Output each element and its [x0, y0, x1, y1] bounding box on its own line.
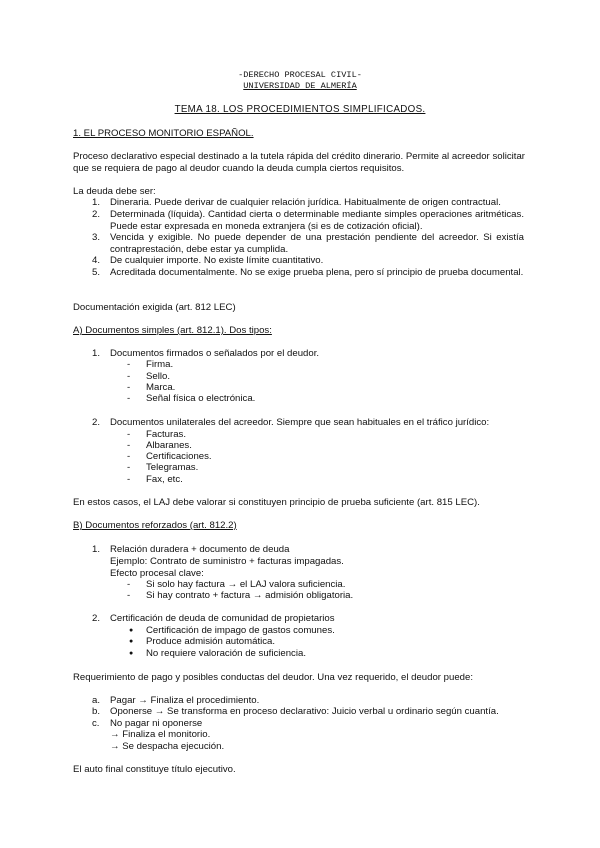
sub-item: Sello.: [146, 371, 170, 382]
debt-intro: La deuda debe ser:: [73, 186, 156, 197]
list-item: Documentos firmados o señalados por el deudor.: [110, 348, 320, 359]
list-item: Pagar → Finaliza el procedimiento.: [110, 695, 260, 706]
dash-marker: -: [127, 590, 131, 601]
example-line: Ejemplo: Contrato de suministro + facturas impagadas.: [110, 556, 344, 567]
university-name: UNIVERSIDAD DE ALMERÍA: [243, 81, 357, 91]
section-title: 1. EL PROCESO MONITORIO ESPAÑOL.: [73, 128, 254, 139]
sub-item: Certificación de impago de gastos comunes.: [146, 625, 335, 636]
dash-marker: -: [127, 462, 131, 473]
list-item: No pagar ni oponerse: [110, 718, 203, 729]
sub-item: Firma.: [146, 359, 174, 370]
list-number: 2.: [92, 417, 101, 428]
requirement-paragraph: Requerimiento de pago y posibles conductas del deudor. Una vez requerido, el deudor puede:: [73, 672, 474, 683]
dash-marker: -: [127, 474, 131, 485]
list-item: Acreditada documentalmente. No se exige prueba plena, pero sí principio de prueba documental.: [110, 267, 524, 278]
dash-marker: -: [127, 359, 131, 370]
sub-item: Albaranes.: [146, 440, 192, 451]
list-item: Documentos unilaterales del acreedor. Siempre que sean habituales en el tráfico jurídico:: [110, 417, 490, 428]
result-line: → Finaliza el monitorio.: [110, 729, 211, 740]
dash-marker: -: [127, 382, 131, 393]
sub-item: Facturas.: [146, 429, 186, 440]
bullet-marker: ●: [129, 638, 134, 645]
sub-item: Fax, etc.: [146, 474, 183, 485]
dash-marker: -: [127, 440, 131, 451]
dash-marker: -: [127, 579, 131, 590]
dash-marker: -: [127, 451, 131, 462]
sub-item: Produce admisión automática.: [146, 636, 276, 647]
list-item: Relación duradera + documento de deuda: [110, 544, 290, 555]
a-note: En estos casos, el LAJ debe valorar si constituyen principio de prueba suficiente (art. 815 LEC).: [73, 497, 480, 508]
list-number: 1.: [92, 544, 101, 555]
documentation-heading: Documentación exigida (art. 812 LEC): [73, 302, 236, 313]
list-number: 1.: [92, 197, 101, 208]
sub-item: Si solo hay factura → el LAJ valora suficiencia.: [146, 579, 346, 590]
sub-item: No requiere valoración de suficiencia.: [146, 648, 306, 659]
topic-title: TEMA 18. LOS PROCEDIMIENTOS SIMPLIFICADOS.: [174, 104, 426, 115]
list-item: Certificación de deuda de comunidad de propietarios: [110, 613, 335, 624]
subsection-a-title: A) Documentos simples (art. 812.1). Dos tipos:: [73, 325, 272, 336]
list-letter: c.: [92, 718, 100, 729]
sub-item: Certificaciones.: [146, 451, 212, 462]
list-item: Determinada (líquida). Cantidad cierta o determinable mediante simples operaciones aritméticas. Puede estar expresada en moneda extranjera (si es de cotización oficial).: [110, 209, 524, 232]
sub-item: Señal física o electrónica.: [146, 393, 256, 404]
list-item: Vencida y exigible. No puede depender de una prestación pendiente del acreedor. Si existía contraprestación, debe estar ya cumplida.: [110, 232, 524, 255]
list-item: Oponerse → Se transforma en proceso declarativo: Juicio verbal u ordinario según cuantía.: [110, 706, 499, 717]
subsection-b-title: B) Documentos reforzados (art. 812.2): [73, 520, 237, 531]
dash-marker: -: [127, 393, 131, 404]
sub-item: Marca.: [146, 382, 176, 393]
dash-marker: -: [127, 371, 131, 382]
course-title: -DERECHO PROCESAL CIVIL-: [238, 70, 362, 80]
sub-item: Telegramas.: [146, 462, 199, 473]
list-item: Dineraria. Puede derivar de cualquier relación jurídica. Habitualmente de origen contractual.: [110, 197, 501, 208]
list-letter: b.: [92, 706, 101, 717]
bullet-marker: ●: [129, 627, 134, 634]
list-number: 3.: [92, 232, 101, 243]
intro-paragraph: Proceso declarativo especial destinado a la tutela rápida del crédito dinerario. Permite al acreedor solicitar que se requiera de pago al deudor cuando la deuda cumpla ciertos requisitos.: [73, 151, 525, 174]
effect-line: Efecto procesal clave:: [110, 568, 204, 579]
list-item: De cualquier importe. No existe límite cuantitativo.: [110, 255, 324, 266]
list-number: 2.: [92, 613, 101, 624]
final-statement: El auto final constituye título ejecutivo.: [73, 764, 236, 775]
list-number: 1.: [92, 348, 101, 359]
sub-item: Si hay contrato + factura → admisión obligatoria.: [146, 590, 354, 601]
dash-marker: -: [127, 429, 131, 440]
list-number: 5.: [92, 267, 101, 278]
list-number: 4.: [92, 255, 101, 266]
bullet-marker: ●: [129, 650, 134, 657]
list-number: 2.: [92, 209, 101, 220]
list-letter: a.: [92, 695, 101, 706]
result-line: → Se despacha ejecución.: [110, 741, 225, 752]
